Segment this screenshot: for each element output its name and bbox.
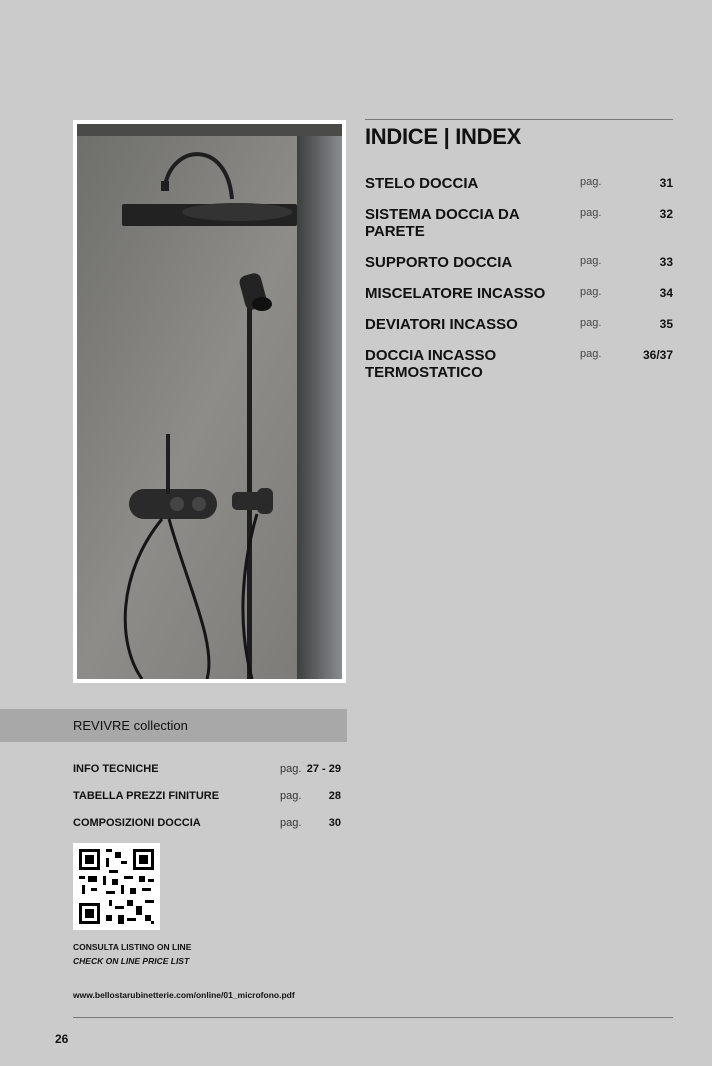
- reference-pag: pag.: [280, 790, 302, 802]
- index-list: [365, 175, 673, 395]
- reference-row[interactable]: [73, 790, 341, 817]
- index-item-pag: pag.: [580, 317, 602, 329]
- reference-label: TABELLA PREZZI FINITURE: [73, 790, 220, 802]
- index-item-label: MISCELATORE INCASSO: [365, 285, 546, 302]
- index-item-pag: pag.: [580, 207, 602, 219]
- index-item-page: 33: [659, 255, 673, 269]
- index-item-pag: pag.: [580, 255, 602, 267]
- reference-pag: pag.: [280, 817, 302, 829]
- reference-pag: pag.: [280, 763, 302, 775]
- index-item-page: 31: [659, 176, 673, 190]
- index-title: INDICE | INDEX: [365, 124, 521, 149]
- index-item[interactable]: [365, 206, 673, 240]
- index-item-label: DOCCIA INCASSO TERMOSTATICO: [365, 347, 497, 381]
- index-item[interactable]: [365, 316, 673, 333]
- qr-code[interactable]: [73, 843, 160, 930]
- index-item-page: 35: [659, 317, 673, 331]
- index-item-pag: pag.: [580, 348, 602, 360]
- reference-label: COMPOSIZIONI DOCCIA: [73, 817, 201, 829]
- index-item-pag: pag.: [580, 286, 602, 298]
- index-item-page: 34: [659, 286, 673, 300]
- reference-list: [73, 763, 341, 844]
- consult-italian: CONSULTA LISTINO ON LINE: [73, 942, 192, 952]
- index-item-label: STELO DOCCIA: [365, 175, 479, 192]
- footer-rule: [73, 1017, 673, 1018]
- index-item-label: SISTEMA DOCCIA DA PARETE: [365, 206, 520, 240]
- index-item-label: SUPPORTO DOCCIA: [365, 254, 513, 271]
- index-item-page: 32: [659, 207, 673, 221]
- collection-bar: [0, 709, 347, 742]
- page-number: 26: [55, 1032, 69, 1046]
- reference-page: 30: [328, 817, 341, 829]
- consult-english: CHECK ON LINE PRICE LIST: [73, 956, 190, 966]
- reference-page: 28: [328, 790, 341, 802]
- index-item[interactable]: [365, 285, 673, 302]
- index-item[interactable]: [365, 347, 673, 381]
- consult-price-list: [73, 940, 191, 968]
- index-item-pag: pag.: [580, 176, 602, 188]
- reference-row[interactable]: [73, 817, 341, 844]
- collection-label: REVIVRE collection: [73, 718, 188, 733]
- index-top-rule: [365, 119, 673, 120]
- product-photo: [73, 120, 346, 683]
- reference-page: 27 - 29: [306, 763, 341, 775]
- price-list-url[interactable]: www.bellostarubinetterie.com/online/01_microfono.pdf: [73, 990, 295, 1000]
- index-item-label: DEVIATORI INCASSO: [365, 316, 518, 333]
- index-item[interactable]: [365, 175, 673, 192]
- reference-label: INFO TECNICHE: [73, 763, 159, 775]
- reference-row[interactable]: [73, 763, 341, 790]
- index-item[interactable]: [365, 254, 673, 271]
- index-item-page: 36/37: [642, 348, 673, 362]
